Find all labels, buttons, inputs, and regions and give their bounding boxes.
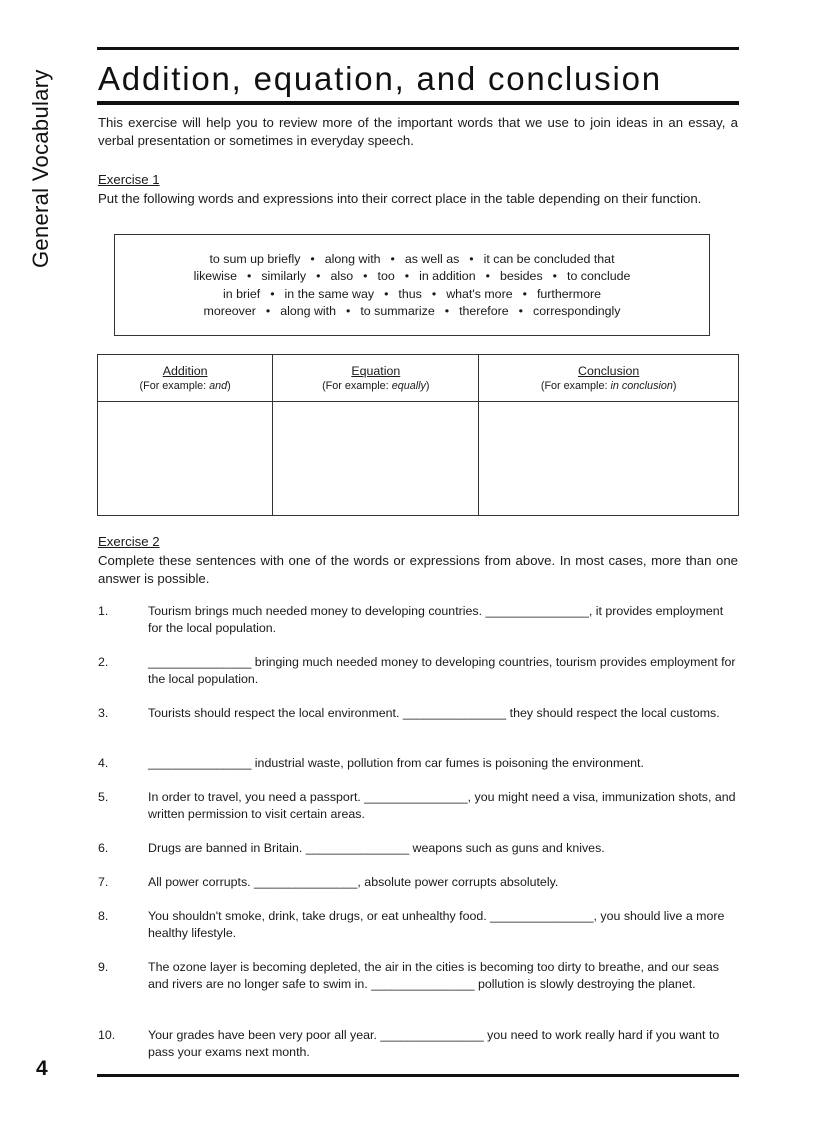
word-option: thus <box>398 286 422 301</box>
addition-title: Addition <box>162 364 208 378</box>
intro-paragraph: This exercise will help you to review more of the important words that we use to join ideas in an essay, a verbal presentation or sometimes in everyday speech. <box>98 115 738 148</box>
word-option: besides <box>499 269 543 284</box>
question-text: Tourists should respect the local environment. _______________ they should respect the local customs. <box>148 706 720 720</box>
word-option: along with <box>280 303 336 318</box>
question-text: In order to travel, you need a passport. _______________, you might need a visa, immunization shots, and written permission to visit certain areas. <box>148 790 736 821</box>
question-number: 6. <box>98 841 109 855</box>
word-line-3 <box>115 286 709 303</box>
bullet-separator: • <box>247 269 252 284</box>
equation-answer-cell[interactable] <box>273 402 479 516</box>
bullet-separator: • <box>431 286 437 301</box>
word-line-4 <box>115 303 709 320</box>
bullet-separator: • <box>265 303 271 318</box>
word-option: also <box>330 269 354 284</box>
page-title: Addition, equation, and conclusion <box>98 60 662 97</box>
question-number: 4. <box>98 756 109 770</box>
addition-example: (For example: and) <box>139 380 231 392</box>
bullet-separator: • <box>270 286 275 301</box>
bullet-separator: • <box>384 286 389 301</box>
bullet-separator: • <box>310 252 315 266</box>
exercise1-heading: Exercise 1 <box>98 172 160 187</box>
function-table <box>97 354 739 516</box>
bullet-separator: • <box>518 303 523 318</box>
exercise1-instruction: Put the following words and expressions into their correct place in the table depending on their function. <box>98 191 702 206</box>
title-rule <box>97 101 739 105</box>
word-option: correspondingly <box>533 303 621 318</box>
conclusion-answer-cell[interactable] <box>479 402 739 516</box>
equation-title: Equation <box>351 364 401 378</box>
bottom-rule <box>97 1074 739 1077</box>
word-option: what's more <box>446 286 513 301</box>
question-text: Tourism brings much needed money to developing countries. _______________, it provides employment for the local population. <box>148 604 724 635</box>
question-number: 2. <box>98 655 109 669</box>
word-option: in brief <box>223 286 261 301</box>
word-option: moreover <box>203 303 256 318</box>
question-text: _______________ bringing much needed money to developing countries, tourism provides employment for the local population. <box>148 655 736 686</box>
word-option: to summarize <box>360 303 435 318</box>
question-number: 1. <box>98 604 109 618</box>
bullet-separator: • <box>522 286 527 301</box>
bullet-separator: • <box>444 303 450 318</box>
word-option: as well as <box>404 252 460 266</box>
question-text: Drugs are banned in Britain. _______________ weapons such as guns and knives. <box>148 841 605 855</box>
table-answer-row <box>98 402 739 516</box>
word-option: to conclude <box>567 269 631 284</box>
question-number: 5. <box>98 790 109 804</box>
word-line-1 <box>115 251 709 268</box>
exercise2-instruction: Complete these sentences with one of the words or expressions from above. In most cases, more than one answer is possible. <box>98 553 738 586</box>
conclusion-example: (For example: in conclusion) <box>540 380 677 392</box>
bullet-separator: • <box>469 252 474 266</box>
word-line-2 <box>115 268 709 285</box>
word-option: in addition <box>419 269 476 284</box>
conclusion-header <box>479 355 739 402</box>
word-option: too <box>377 269 395 284</box>
word-option: therefore <box>459 303 509 318</box>
bullet-separator: • <box>346 303 351 318</box>
word-option: likewise <box>193 269 237 284</box>
question-text: You shouldn't smoke, drink, take drugs, or eat unhealthy food. _______________, you should live a more healthy lifestyle. <box>148 909 725 940</box>
question-number: 8. <box>98 909 109 923</box>
addition-answer-cell[interactable] <box>98 402 273 516</box>
table-header-row <box>98 355 739 402</box>
bullet-separator: • <box>316 269 321 284</box>
top-rule <box>97 47 739 50</box>
question-text: The ozone layer is becoming depleted, the air in the cities is becoming too dirty to breathe, and our seas and rivers are no longer safe to swim in. _______________ pollution is slowly destroying the planet. <box>148 960 719 991</box>
question-text: Your grades have been very poor all year. _______________ you need to work really hard if you want to pass your exams next month. <box>148 1028 720 1059</box>
word-option: in the same way <box>284 286 375 301</box>
word-box <box>114 234 710 336</box>
word-option: along with <box>324 252 381 266</box>
question-text: _______________ industrial waste, pollution from car fumes is poisoning the environment. <box>148 756 644 770</box>
exercise2-heading: Exercise 2 <box>98 534 160 549</box>
word-option: furthermore <box>536 286 601 301</box>
bullet-separator: • <box>552 269 557 284</box>
word-option: it can be concluded that <box>483 252 615 266</box>
bullet-separator: • <box>404 269 410 284</box>
question-number: 10. <box>98 1028 116 1042</box>
bullet-separator: • <box>485 269 490 284</box>
addition-header <box>98 355 273 402</box>
question-number: 9. <box>98 960 109 974</box>
question-number: 7. <box>98 875 109 889</box>
bullet-separator: • <box>390 252 395 266</box>
page-number: 4 <box>36 1057 48 1080</box>
conclusion-title: Conclusion <box>578 364 640 378</box>
word-option: to sum up briefly <box>209 252 301 266</box>
equation-example: (For example: equally) <box>322 380 430 392</box>
word-option: similarly <box>261 269 307 284</box>
question-text: All power corrupts. _______________, absolute power corrupts absolutely. <box>148 875 559 889</box>
section-side-label: General Vocabulary <box>28 69 53 268</box>
equation-header <box>273 355 479 402</box>
bullet-separator: • <box>363 269 368 284</box>
question-number: 3. <box>98 706 109 720</box>
